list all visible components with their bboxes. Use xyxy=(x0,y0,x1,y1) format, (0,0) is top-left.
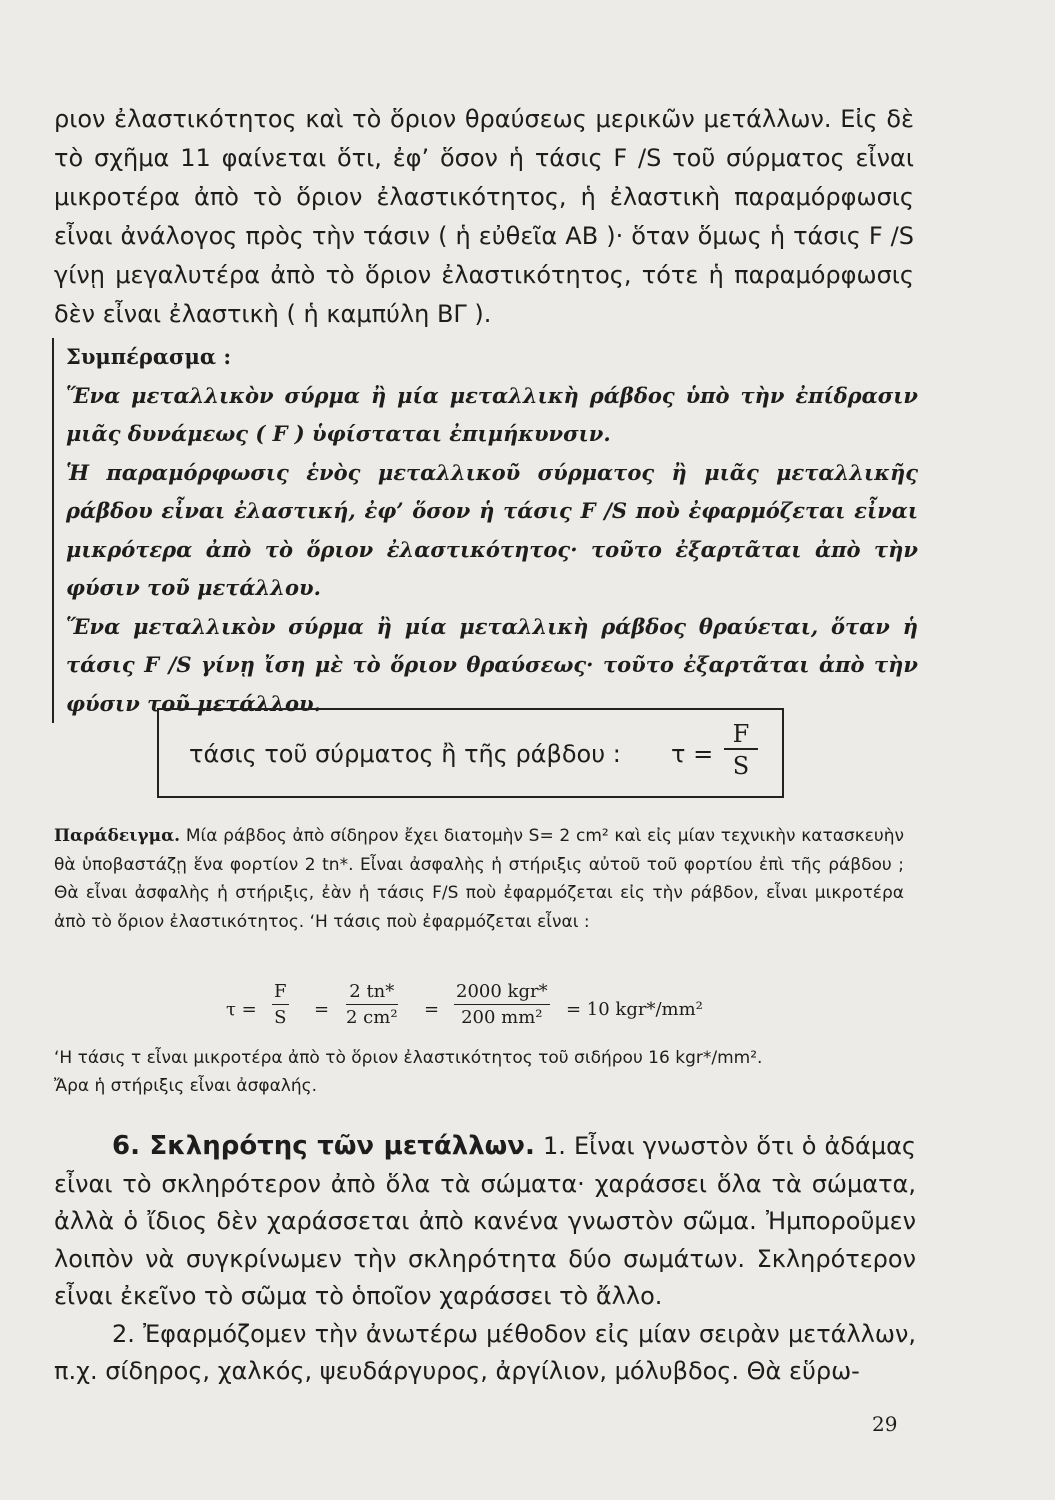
result-paragraph xyxy=(54,1044,914,1100)
calc-fraction-3 xyxy=(454,980,550,1031)
result-line: Ἄρα ἡ στήριξις εἶναι ἀσφαλής. xyxy=(54,1076,318,1096)
intro-paragraph xyxy=(54,100,914,334)
formula-label: τάσις τοῦ σύρματος ἢ τῆς ράβδου : xyxy=(189,740,621,768)
calculation-equation xyxy=(226,980,826,1044)
calc-f1-den: S xyxy=(274,1007,287,1028)
calc-fraction-2 xyxy=(346,980,398,1031)
conclusion-heading: Συμπέρασμα : xyxy=(66,344,232,369)
result-line: ‘Η τάσις τ εἶναι μικροτέρα ἀπὸ τὸ ὅριον ἐλαστικότητος τοῦ σιδήρου 16 kgr*/mm². xyxy=(54,1048,763,1068)
hardness-section xyxy=(54,1128,916,1391)
calc-eq-2: = xyxy=(424,999,440,1020)
page-number: 29 xyxy=(872,1412,898,1436)
calc-eq-1: = xyxy=(314,999,330,1020)
calc-f3-den: 200 mm² xyxy=(461,1007,543,1028)
section-paragraph-1: 1. Εἶναι γνωστὸν ὅτι ὁ ἀδάμας εἶναι τὸ σκληρότερον ἀπὸ ὅλα τὰ σώματα· χαράσσει ὅλα τὰ σώματα, ἀλλὰ ὁ ἴδιος δὲν χαράσσεται ἀπὸ κανένα γνωστὸν σῶμα. Ἠμποροῦμεν λοιπὸν νὰ συγκρίνωμεν τὴν σκληρότητα δύο σωμάτων. Σκληρότερον εἶναι ἐκεῖνο τὸ σῶμα τὸ ὁποῖον χαράσσει τὸ ἄλλο. xyxy=(54,1132,916,1310)
example-lead: Παράδειγμα. xyxy=(54,826,181,846)
calc-tau: τ = xyxy=(226,999,257,1020)
section-heading: 6. Σκληρότης τῶν μετάλλων. xyxy=(112,1131,535,1161)
formula-denominator: S xyxy=(732,752,750,780)
section-paragraph-2: 2. Ἐφαρμόζομεν τὴν ἀνωτέρω μέθοδον εἰς μίαν σειρὰν μετάλλων, π.χ. σίδηρος, χαλκός, ψευδάργυρος, ἀργίλιον, μόλυβδος. Θὰ εὕρω- xyxy=(54,1319,916,1385)
calc-f3-num: 2000 kgr* xyxy=(454,980,550,1005)
formula-numerator: F xyxy=(724,720,758,750)
formula-lhs: τ = xyxy=(671,740,714,768)
conclusion-item: Ἕνα μεταλλικὸν σύρμα ἢ μία μεταλλικὴ ράβδος θραύεται, ὅταν ἡ τάσις F /S γίνῃ ἴση μὲ τὸ ὅριον θραύσεως· τοῦτο ἐξαρτᾶται ἀπὸ τὴν φύσιν τοῦ μετάλλου. xyxy=(66,613,918,716)
calc-f1-num: F xyxy=(272,980,289,1005)
example-text: Μία ράβδος ἀπὸ σίδηρον ἔχει διατομὴν S= 2 cm² καὶ εἰς μίαν τεχνικὴν κατασκευὴν θὰ ὑποβαστάζῃ ἕνα φορτίον 2 tn*. Εἶναι ἀσφαλὴς ἡ στήριξις αὐτοῦ τοῦ φορτίου ἐπὶ τῆς ράβδου ; Θὰ εἶναι ἀσφαλὴς ἡ στήριξις, ἐὰν ἡ τάσις F/S ποὺ ἐφαρμόζεται εἰς τὴν ράβδον, εἶναι μικροτέρα ἀπὸ τὸ ὅριον ἐλαστικότητος. ‘Η τάσις ποὺ ἐφαρμόζεται εἶναι : xyxy=(54,826,905,932)
intro-text: ριον ἐλαστικότητος καὶ τὸ ὅριον θραύσεως μερικῶν μετάλλων. Εἰς δὲ τὸ σχῆμα 11 φαίνεται ὅτι, ἐφ’ ὅσον ἡ τάσις F /S τοῦ σύρματος εἶναι μικροτέρα ἀπὸ τὸ ὅριον ἐλαστικότητος, ἡ ἐλαστικὴ παραμόρφωσις εἶναι ἀνάλογος πρὸς τὴν τάσιν ( ἡ εὐθεῖα ΑΒ )· ὅταν ὅμως ἡ τάσις F /S γίνῃ μεγαλυτέρα ἀπὸ τὸ ὅριον ἐλαστικότητος, τότε ἡ παραμόρφωσις δὲν εἶναι ἐλαστικὴ ( ἡ καμπύλη ΒΓ ). xyxy=(54,105,914,328)
stress-formula-box xyxy=(157,708,784,798)
calc-fraction-1 xyxy=(272,980,289,1031)
conclusion-item: Ἡ παραμόρφωσις ἑνὸς μεταλλικοῦ σύρματος ἢ μιᾶς μεταλλικῆς ράβδου εἶναι ἐλαστική, ἐφ’ ὅσον ἡ τάσις F /S ποὺ ἐφαρμόζεται εἶναι μικρότερα ἀπὸ τὸ ὅριον ἐλαστικότητος· τοῦτο ἐξαρτᾶται ἀπὸ τὴν φύσιν τοῦ μετάλλου. xyxy=(66,459,918,600)
formula-fraction xyxy=(724,720,758,782)
calc-f2-den: 2 cm² xyxy=(346,1007,398,1028)
calc-result: = 10 kgr*/mm² xyxy=(566,999,703,1020)
conclusion-item: Ἕνα μεταλλικὸν σύρμα ἢ μία μεταλλικὴ ράβδος ὑπὸ τὴν ἐπίδρασιν μιᾶς δυνάμεως ( F ) ὑφίσταται ἐπιμήκυνσιν. xyxy=(66,382,918,446)
calc-f2-num: 2 tn* xyxy=(346,980,398,1005)
example-paragraph xyxy=(54,822,904,936)
conclusion-block xyxy=(52,338,918,723)
